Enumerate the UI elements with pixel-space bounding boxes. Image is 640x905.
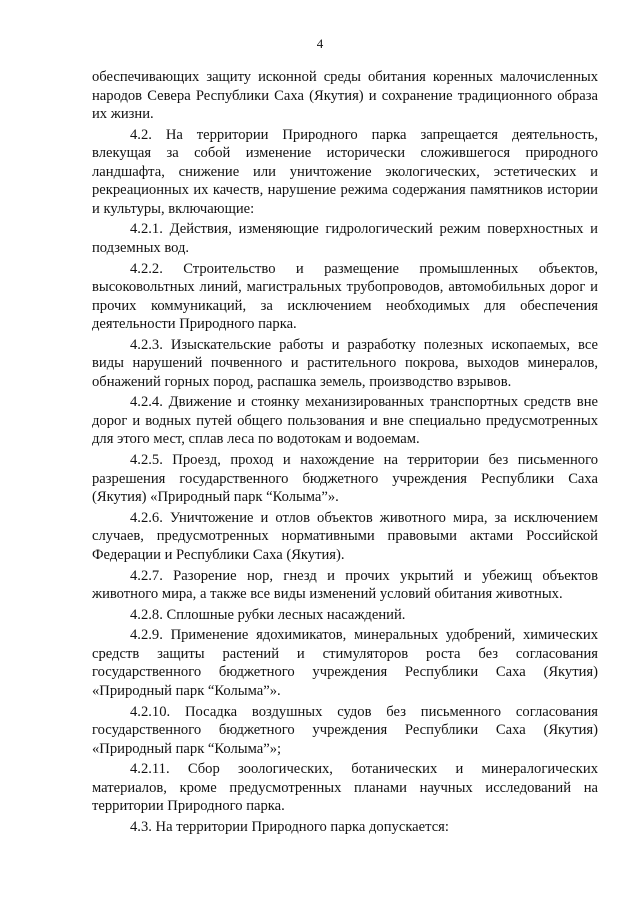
paragraph-4-2-3: 4.2.3. Изыскательские работы и разработку полезных ископаемых, все виды нарушений почвенного и растительного покрова, выходов минералов, обнажений горных пород, распашка земель, производство взрывов.: [92, 336, 598, 390]
paragraph-4-2-8: 4.2.8. Сплошные рубки лесных насаждений.: [130, 606, 406, 623]
paragraph-4-2-2: 4.2.2. Строительство и размещение промышленных объектов, высоковольтных линий, магистральных трубопроводов, автомобильных дорог и прочих коммуникаций, за исключением необходимых для обеспечения деятельности Природного парка.: [92, 260, 598, 333]
paragraph-4-2-4: 4.2.4. Движение и стоянку механизированных транспортных средств вне дорог и водных путей общего пользования и вне специально предусмотренных для этого мест, сплав леса по водотокам и водоемам.: [92, 394, 598, 448]
paragraph-4-2-6: 4.2.6. Уничтожение и отлов объектов животного мира, за исключением случаев, предусмотренных нормативными правовыми актами Российской Федерации и Республики Саха (Якутия).: [92, 509, 598, 563]
paragraph-4-2: 4.2. На территории Природного парка запрещается деятельность, влекущая за собой изменение исторически сложившегося природного ландшафта, снижение или уничтожение экологических, эстетических и рекреационных их качеств, нарушение режима содержания памятников истории и культуры, включающие:: [92, 126, 598, 217]
paragraph-4-2-10: 4.2.10. Посадка воздушных судов без письменного согласования государственного бюджетного учреждения Республики Саха (Якутия) «Природный парк “Колыма”»;: [92, 703, 598, 757]
paragraph-4-2-1: 4.2.1. Действия, изменяющие гидрологический режим поверхностных и подземных вод.: [92, 221, 598, 256]
paragraph-continuation: обеспечивающих защиту исконной среды обитания коренных малочисленных народов Севера Республики Саха (Якутия) и сохранение традиционного образа их жизни.: [92, 69, 598, 122]
paragraph-4-2-5: 4.2.5. Проезд, проход и нахождение на территории без письменного разрешения государственного бюджетного учреждения Республики Саха (Якутия) «Природный парк “Колыма”».: [92, 452, 598, 506]
page-number: 4: [316, 36, 324, 51]
paragraph-4-2-7: 4.2.7. Разорение нор, гнезд и прочих укрытий и убежищ объектов животного мира, а также все виды изменений условий обитания животных.: [92, 567, 598, 602]
paragraph-4-2-11: 4.2.11. Сбор зоологических, ботанических и минералогических материалов, кроме предусмотренных планами научных исследований на территории Природного парка.: [92, 761, 598, 815]
document-body: [92, 68, 598, 839]
paragraph-4-3: 4.3. На территории Природного парка допускается:: [130, 818, 449, 835]
paragraph-4-2-9: 4.2.9. Применение ядохимикатов, минеральных удобрений, химических средств защиты растений и стимуляторов роста без согласования государственного бюджетного учреждения Республики Саха (Якутия) «Природный парк “Колыма”».: [92, 627, 598, 699]
